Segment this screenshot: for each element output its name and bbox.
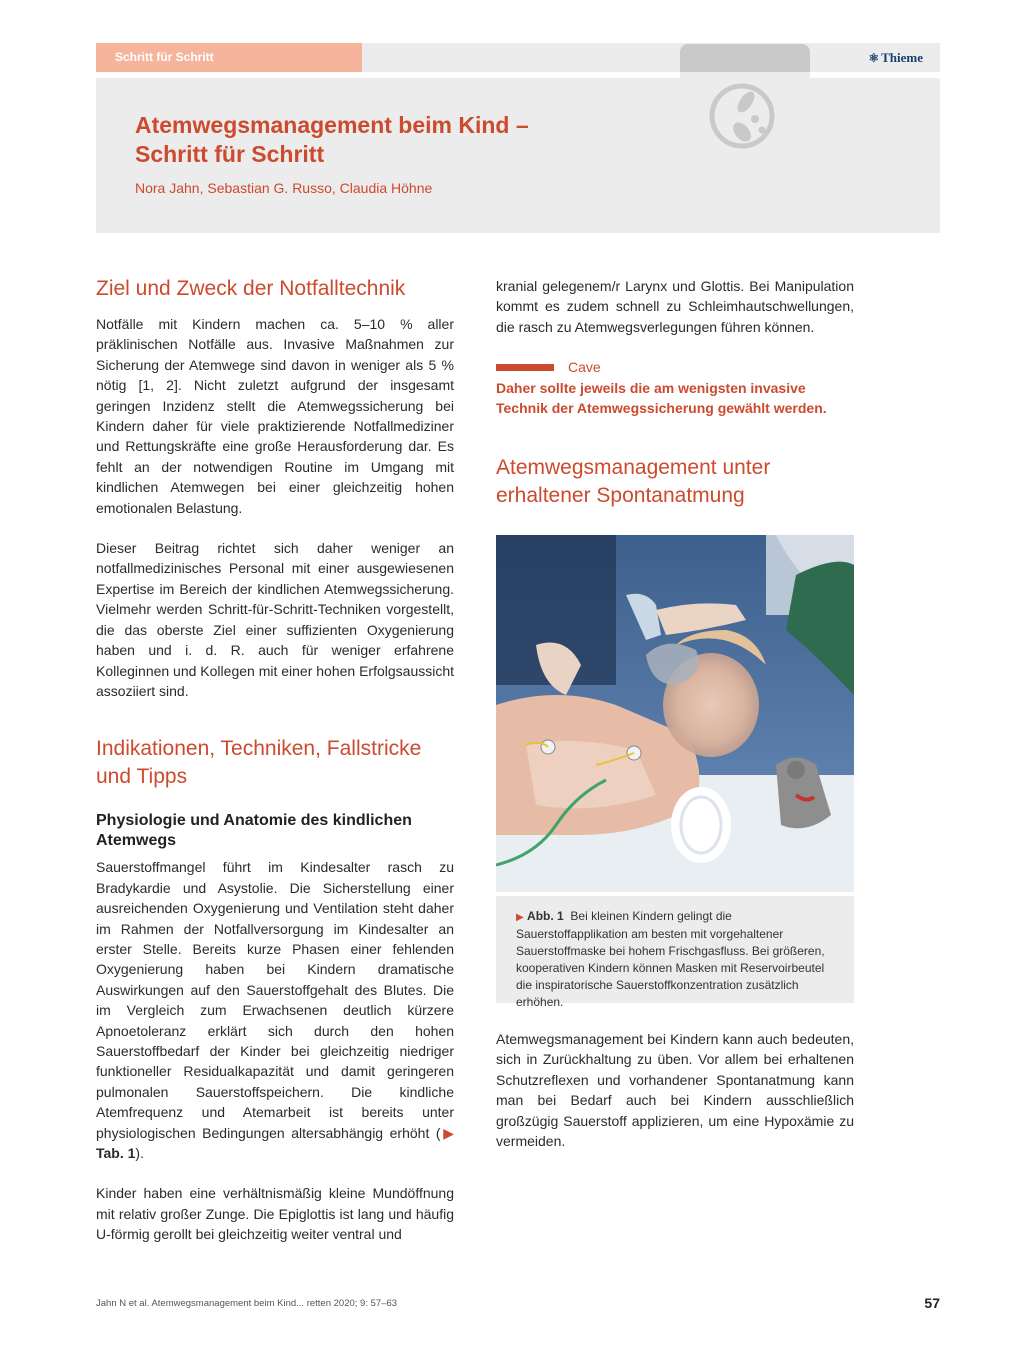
heading-line: Indikationen, Techniken, Fallstricke — [96, 737, 422, 761]
section-heading-spontanatmung — [496, 454, 854, 510]
paragraph-text: Sauerstoffmangel führt im Kindesalter rasch zu Bradykardie und Asystolie. Die Sicherstellung einer ausreichenden Oxygenierung und Ventilation steht daher im Rahmen der Notfallversorgung im Kindesalter an erster Stelle. Bereits kurze Phasen einer fehlenden Oxygenierung haben bei Kindern dramatische Auswirkungen auf den Sauerstoffgehalt des Blutes. Die im Vergleich zum Erwachsenen deutlich kürzere Apnoetoleranz erklärt sich durch den hohen Sauerstoffbedarf der Kinder bei gleichzeitig niedriger funktioneller Residualkapazität und damit geringeren pulmonalen Sauerstoffspeichern. Die kindliche Atemfrequenz und Atemarbeit ist bereits unter physiologischen Bedingungen altersabhängig erhöht ( — [96, 859, 454, 1141]
cave-label: Cave — [568, 359, 601, 376]
footprints-icon — [680, 72, 810, 168]
section-heading-indikationen — [96, 735, 454, 791]
table-reference-link[interactable]: Tab. 1 — [96, 1145, 136, 1161]
cave-box — [496, 357, 854, 378]
thieme-logo-icon: ⚛ — [868, 51, 880, 65]
publisher-logo — [868, 43, 923, 72]
heading-line: und Tipps — [96, 765, 188, 789]
article-title-line: Atemwegsmanagement beim Kind – — [135, 112, 529, 138]
paragraph-text: ). — [135, 1145, 144, 1161]
figure-photo — [496, 535, 854, 892]
caption-arrow-icon: ▶ — [516, 912, 524, 923]
paragraph: kranial gelegenem/r Larynx und Glottis. Bei Manipulation kommt es zudem schnell zu Schleimhautschwellungen, die rasch zu Atemwegsverlegungen führen können. — [496, 278, 854, 335]
reference-arrow-icon: ▶ — [440, 1124, 454, 1141]
paragraph — [96, 857, 454, 1163]
section-tag: Schritt für Schritt — [96, 43, 362, 72]
heading-line: Atemwegs — [96, 832, 177, 850]
paragraph: Notfälle mit Kindern machen ca. 5–10 % aller präklinischen Notfälle aus. Invasive Maßnahmen zur Sicherung der Atemwege sind davon in weniger als 5 % nötig [1, 2]. Nicht zuletzt aufgrund der insgesamt geringen Inzidenz stellt die Atemwegssicherung bei Kindern daher für viele praktizierende Notfallmediziner und Rettungskräfte eine große Herausforderung dar. Es fehlt an der notwendigen Routine im Umgang mit kindlichen Atemwegen bei einer gleichzeitig hohen emotionalen Belastung. — [96, 316, 454, 516]
cave-text: Daher sollte jeweils die am wenigsten invasive Technik der Atemwegssicherung gewählt werden. — [496, 380, 827, 417]
article-title-line: Schritt für Schritt — [135, 141, 325, 167]
caption-text: Bei kleinen Kindern gelingt die Sauerstoffapplikation am besten mit vorgehaltener Sauerstoffmaske bei hohem Frischgasfluss. Bei größeren, kooperativen Kindern können Masken mit Reservoirbeutel die inspiratorische Sauerstoffkonzentration zusätzlich erhöhen. — [516, 909, 825, 1009]
article-authors: Nora Jahn, Sebastian G. Russo, Claudia Höhne — [135, 180, 433, 196]
photo-illustration — [496, 535, 854, 892]
left-column — [96, 275, 454, 1245]
paragraph: Kinder haben eine verhältnismäßig kleine Mundöffnung mit relativ großer Zunge. Die Epiglottis ist lang und häufig U-förmig gerollt bei gleichzeitig weiter ventral und — [96, 1185, 454, 1243]
category-badge — [680, 44, 810, 168]
article-title — [135, 111, 655, 169]
heading-line: Atemwegsmanagement unter — [496, 456, 771, 480]
right-column — [496, 276, 854, 510]
figure-caption — [496, 896, 854, 1009]
publisher-name: Thieme — [881, 50, 923, 65]
page-number: 57 — [924, 1295, 940, 1311]
paragraph: Atemwegsmanagement bei Kindern kann auch bedeuten, sich in Zurückhaltung zu üben. Vor allem bei erhaltenen Schutzreflexen und vorhandener Spontanatmung kann man bei Bedarf auch bei Kindern ausschließlich großzügig Sauerstoff applizieren, um eine Hypoxämie zu vermeiden. — [496, 1031, 854, 1150]
footer-citation: Jahn N et al. Atemwegsmanagement beim Kind... retten 2020; 9: 57–63 — [96, 1298, 398, 1309]
subsection-heading-physiologie — [96, 811, 454, 851]
section-heading-ziel: Ziel und Zweck der Notfalltechnik — [96, 277, 406, 300]
caption-label: Abb. 1 — [527, 909, 564, 923]
paragraph: Dieser Beitrag richtet sich daher weniger an notfallmedizinisches Personal mit einer ausgewiesenen Expertise im Bereich der kindlichen Atemwegssicherung. Vielmehr werden Schritt-für-Schritt-Techniken vorgestellt, die das oberste Ziel einer suffizienten Oxygenierung haben und i. d. R. auch für weniger erfahrene Kolleginnen und Kollegen mit einer hohen Erfolgsaussicht assoziiert sind. — [96, 540, 455, 699]
heading-line: Physiologie und Anatomie des kindlichen — [96, 812, 412, 830]
heading-line: erhaltener Spontanatmung — [496, 484, 745, 508]
cave-marker — [496, 364, 554, 371]
